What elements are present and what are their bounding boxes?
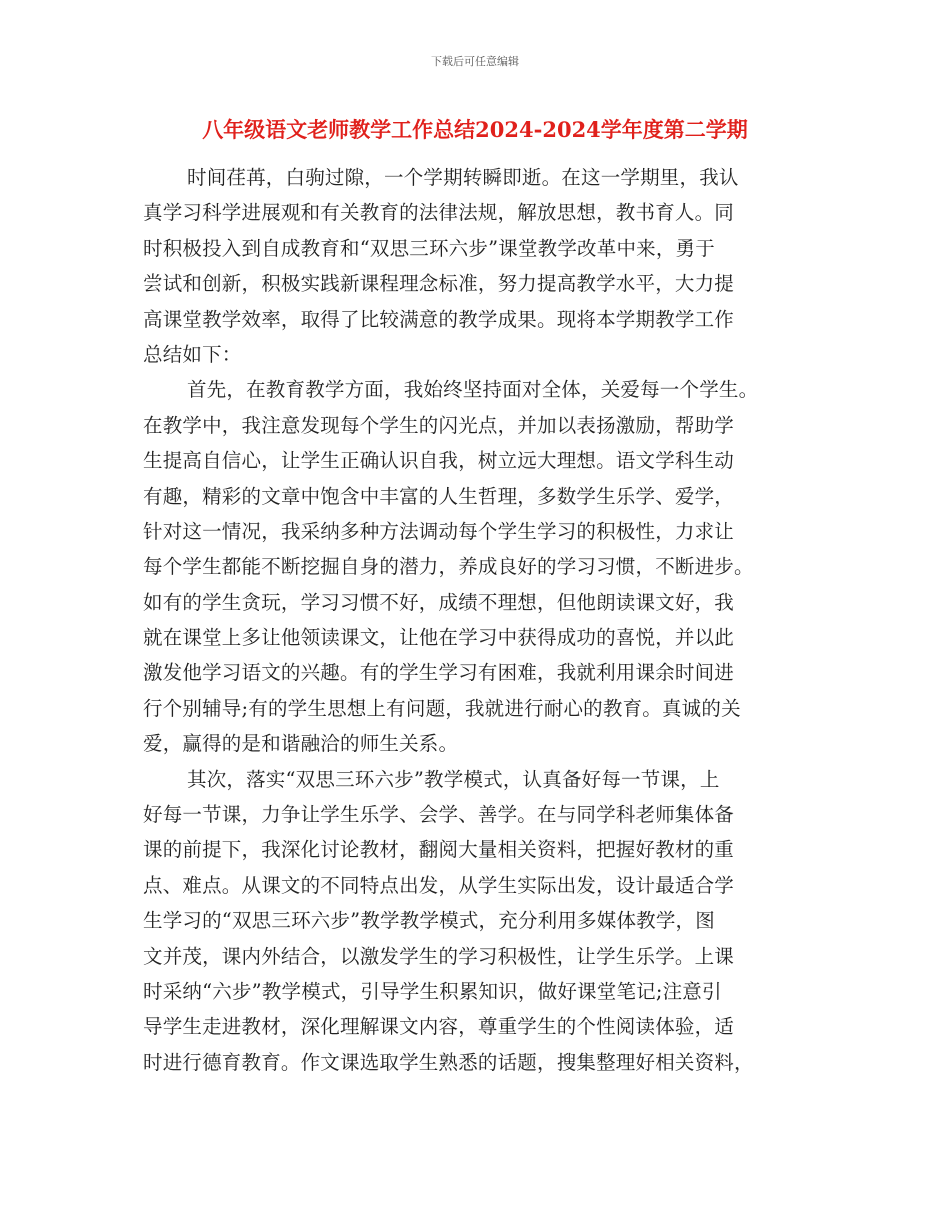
- paragraph-2-line: 行个别辅导;有的学生思想上有问题，我就进行耐心的教育。真诚的关: [143, 696, 741, 720]
- paragraph-2-line: 激发他学习语文的兴趣。有的学生学习有困难，我就利用课余时间进: [143, 661, 735, 685]
- paragraph-3-line: 好每一节课，力争让学生乐学、会学、善学。在与同学科老师集体备: [143, 803, 735, 827]
- paragraph-1-line: 尝试和创新，积极实践新课程理念标准，努力提高教学水平，大力提: [143, 272, 735, 296]
- paragraph-2-line: 生提高自信心，让学生正确认识自我，树立远大理想。语文学科生动: [143, 449, 735, 473]
- paragraph-1-line: 高课堂教学效率，取得了比较满意的教学成果。现将本学期教学工作: [143, 307, 735, 331]
- paragraph-2-line: 爱，赢得的是和谐融洽的师生关系。: [143, 732, 459, 756]
- paragraph-2-line: 如有的学生贪玩，学习习惯不好，成绩不理想，但他朗读课文好，我: [143, 590, 735, 614]
- paragraph-3-line: 点、难点。从课文的不同特点出发，从学生实际出发，设计最适合学: [143, 873, 735, 897]
- paragraph-2-line: 首先，在教育教学方面，我始终坚持面对全体，关爱每一个学生。: [187, 378, 759, 402]
- paragraph-3-line: 其次，落实“双思三环六步”教学模式，认真备好每一节课，上: [187, 767, 720, 791]
- paragraph-2-line: 每个学生都能不断挖掘自身的潜力，养成良好的学习习惯，不断进步。: [143, 555, 754, 579]
- paragraph-2-line: 在教学中，我注意发现每个学生的闪光点，并加以表扬激励，帮助学: [143, 413, 735, 437]
- paragraph-3-line: 导学生走进教材，深化理解课文内容，尊重学生的个性阅读体验，适: [143, 1015, 735, 1039]
- paragraph-3-line: 时采纳“六步”教学模式，引导学生积累知识，做好课堂笔记;注意引: [143, 979, 722, 1003]
- paragraph-1-line: 时积极投入到自成教育和“双思三环六步”课堂教学改革中来，勇于: [143, 236, 715, 260]
- paragraph-3-line: 文并茂，课内外结合，以激发学生的学习积极性，让学生乐学。上课: [143, 944, 735, 968]
- paragraph-3-line: 生学习的“双思三环六步”教学教学模式，充分利用多媒体教学，图: [143, 909, 715, 933]
- paragraph-2-line: 针对这一情况，我采纳多种方法调动每个学生学习的积极性，力求让: [143, 519, 735, 543]
- document-body: [143, 160, 803, 1080]
- header-note: 下载后可任意编辑: [431, 55, 519, 68]
- paragraph-3-line: 时进行德育教育。作文课选取学生熟悉的话题，搜集整理好相关资料，: [143, 1050, 754, 1074]
- paragraph-1-line: 总结如下：: [143, 342, 242, 366]
- paragraph-3-line: 课的前提下，我深化讨论教材，翻阅大量相关资料，把握好教材的重: [143, 838, 735, 862]
- paragraph-1-line: 时间荏苒，白驹过隙，一个学期转瞬即逝。在这一学期里，我认: [187, 166, 739, 189]
- paragraph-2-line: 就在课堂上多让他领读课文，让他在学习中获得成功的喜悦，并以此: [143, 626, 735, 650]
- paragraph-1-line: 真学习科学进展观和有关教育的法律法规，解放思想，教书育人。同: [143, 201, 735, 225]
- paragraph-2-line: 有趣，精彩的文章中饱含中丰富的人生哲理，多数学生乐学、爱学，: [143, 484, 735, 508]
- document-title: 八年级语文老师教学工作总结2024-2024学年度第二学期: [202, 117, 748, 142]
